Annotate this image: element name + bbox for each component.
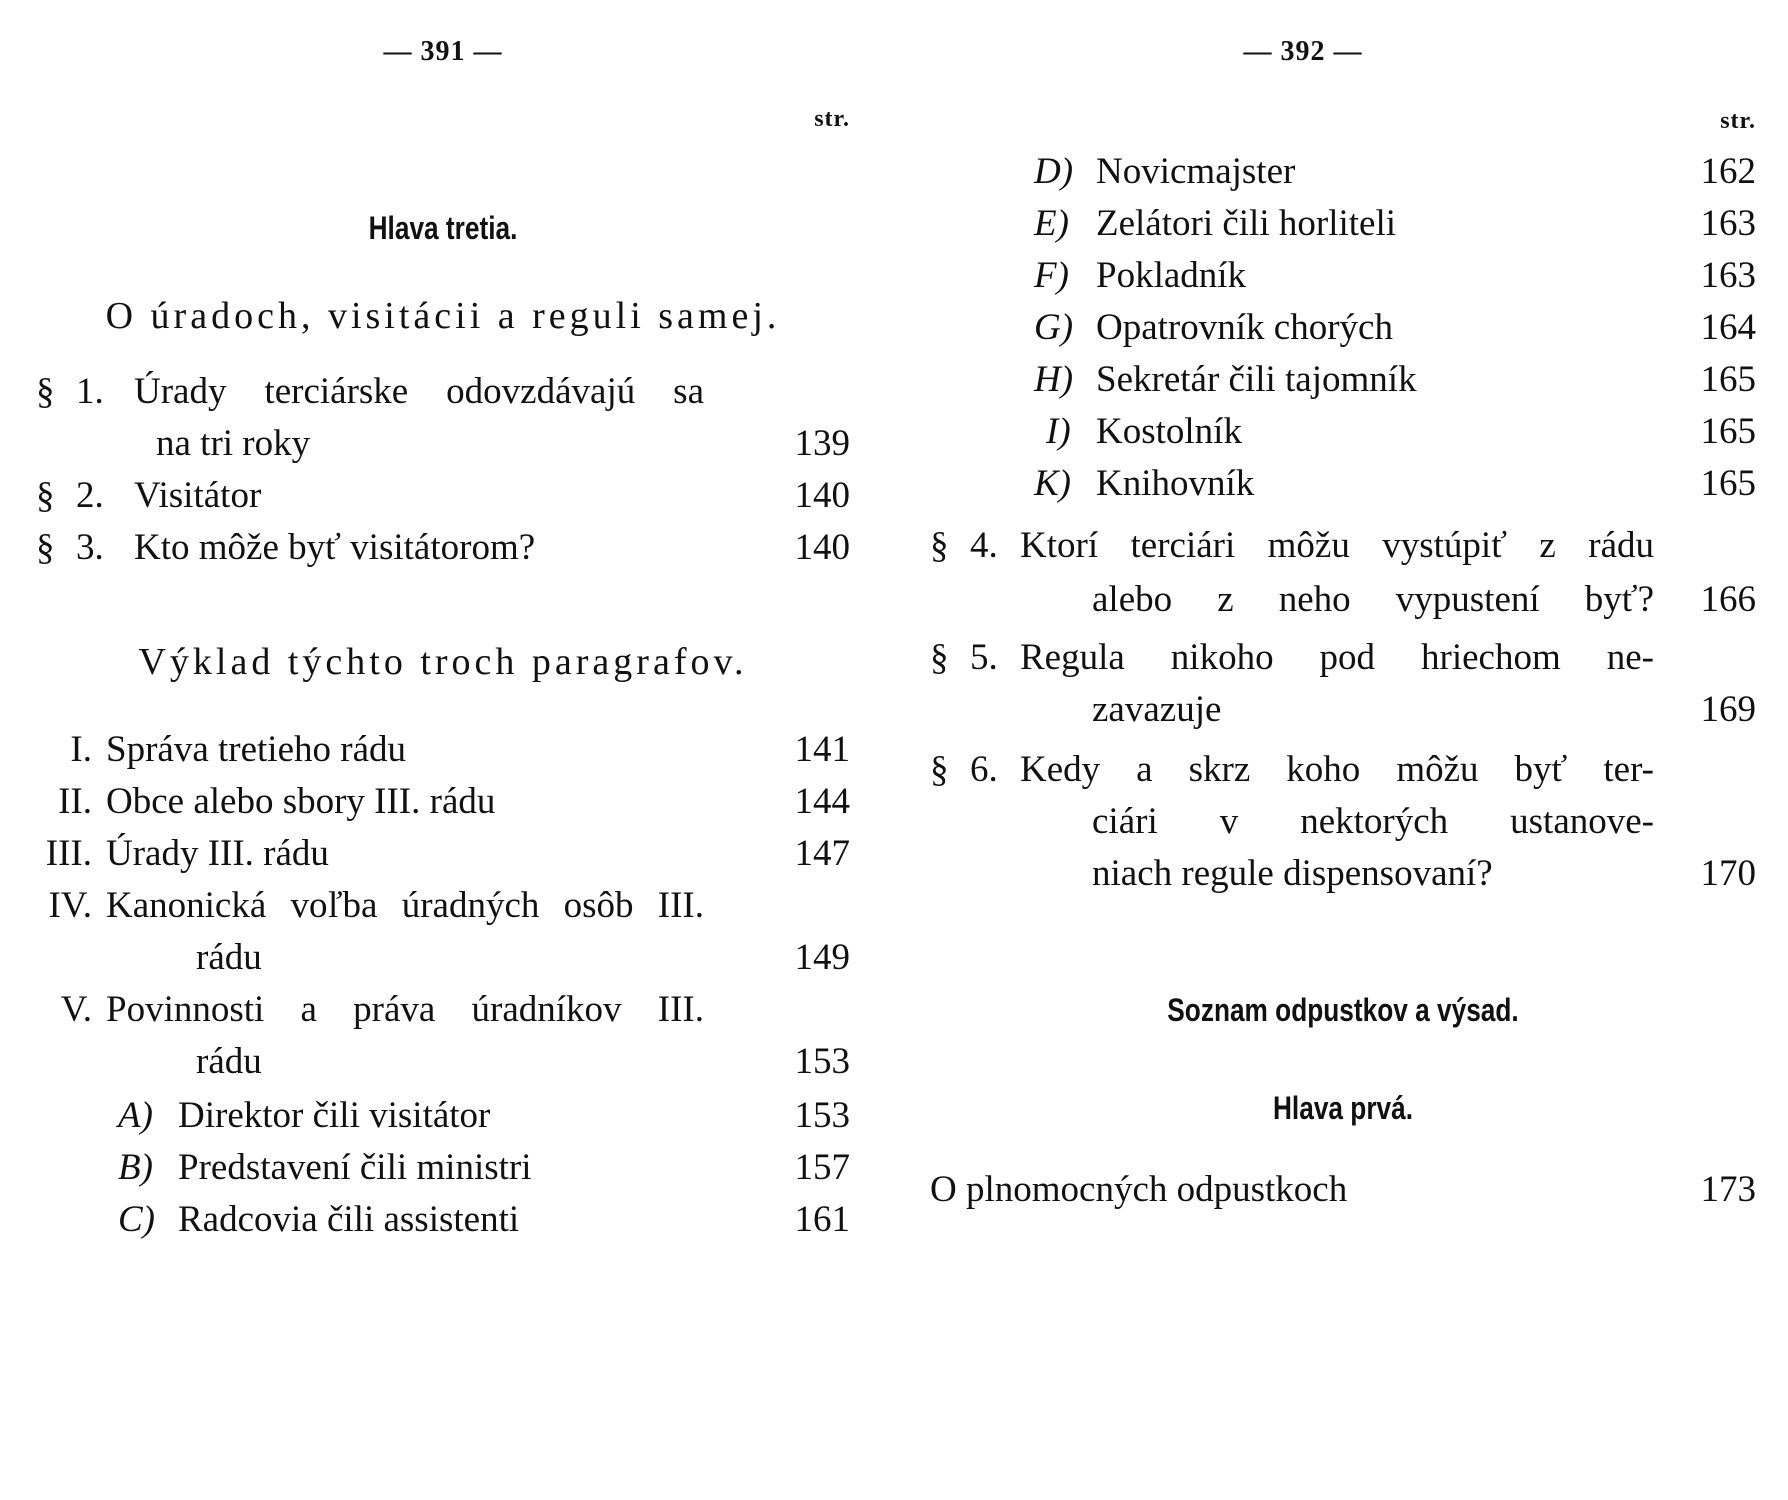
- entry-title: Novicmajster: [1096, 151, 1296, 192]
- entry-title: Radcovia čili assistenti: [178, 1199, 520, 1240]
- entry-title: Úrady terciárske odovzdávajú sa: [134, 371, 704, 412]
- toc-entry[interactable]: [930, 198, 1756, 250]
- toc-entry-continuation[interactable]: [36, 932, 850, 984]
- page-ref: 163: [1700, 255, 1756, 296]
- page-ref: 141: [794, 729, 850, 770]
- entry-title: Predstavení čili ministri: [178, 1147, 532, 1188]
- toc-entry[interactable]: [36, 1142, 850, 1194]
- entry-number: 1.: [76, 371, 104, 412]
- entry-title: Kedy a skrz koho môžu byť ter-: [1020, 749, 1654, 790]
- entry-title: O plnomocných odpustkoch: [930, 1169, 1348, 1210]
- entry-title: Kto môže byť visitátorom?: [134, 527, 536, 568]
- page-number: — 392 —: [1243, 36, 1363, 67]
- entry-title: rádu: [196, 1041, 262, 1082]
- section-sign: §: [930, 525, 949, 566]
- entry-title: zavazuje: [1092, 689, 1222, 730]
- section-sign: §: [930, 749, 949, 790]
- entry-number: 4.: [970, 525, 998, 566]
- section-heading: Výklad týchto troch paragrafov.: [138, 641, 748, 683]
- entry-title: Visitátor: [134, 475, 262, 516]
- toc-entry[interactable]: [930, 354, 1756, 406]
- entry-title: Regula nikoho pod hriechom ne-: [1020, 637, 1654, 678]
- section-heading: Soznam odpustkov a výsad.: [1167, 992, 1519, 1028]
- entry-title: na tri roky: [156, 423, 311, 464]
- page-ref: 140: [794, 475, 850, 516]
- entry-title: Ktorí terciári môžu vystúpiť z rádu: [1020, 525, 1654, 566]
- entry-title: alebo z neho vypustení byť?: [1092, 579, 1654, 620]
- toc-entry[interactable]: [36, 984, 850, 1036]
- letter-label: B): [118, 1147, 153, 1188]
- page-ref: 147: [794, 833, 850, 874]
- page-ref: 163: [1700, 203, 1756, 244]
- roman-numeral: II.: [58, 781, 92, 822]
- page-ref: 165: [1700, 411, 1756, 452]
- toc-entry[interactable]: [930, 1164, 1756, 1216]
- section-sign: §: [36, 527, 55, 568]
- toc-entry-continuation[interactable]: [36, 418, 850, 470]
- page-ref: 144: [794, 781, 850, 822]
- entry-number: 6.: [970, 749, 998, 790]
- page-ref: 161: [794, 1199, 850, 1240]
- entry-title: Úrady III. rádu: [106, 833, 329, 874]
- roman-numeral: I.: [70, 729, 92, 770]
- toc-entry-continuation[interactable]: [36, 1036, 850, 1088]
- page-ref: 173: [1700, 1169, 1756, 1210]
- toc-entry[interactable]: [930, 146, 1756, 198]
- entry-title: Opatrovník chorých: [1096, 307, 1393, 348]
- page-ref: 139: [794, 423, 850, 464]
- roman-numeral: V.: [60, 989, 92, 1030]
- page-number: — 391 —: [383, 36, 503, 67]
- section-sign: §: [36, 475, 55, 516]
- page-ref: 162: [1700, 151, 1756, 192]
- entry-title: Povinnosti a práva úradníkov III.: [106, 989, 704, 1030]
- toc-entry[interactable]: [36, 366, 850, 418]
- letter-label: E): [1034, 203, 1069, 244]
- entry-title: ciári v nektorých ustanove-: [1092, 801, 1654, 842]
- toc-entry[interactable]: [36, 828, 850, 880]
- toc-entry[interactable]: [36, 522, 850, 574]
- toc-entry[interactable]: [930, 632, 1756, 684]
- page-ref: 153: [794, 1041, 850, 1082]
- page-ref: 149: [794, 937, 850, 978]
- page-ref: 166: [1700, 579, 1756, 620]
- section-sign: §: [36, 371, 55, 412]
- roman-numeral: IV.: [48, 885, 92, 926]
- letter-label: I): [1046, 411, 1071, 452]
- entry-title: niach regule dispensovaní?: [1092, 853, 1493, 894]
- roman-numeral: III.: [45, 833, 92, 874]
- entry-title: Kostolník: [1096, 411, 1242, 452]
- toc-entry[interactable]: [36, 1090, 850, 1142]
- toc-entry[interactable]: [36, 470, 850, 522]
- section-sign: §: [930, 637, 949, 678]
- page-ref: 169: [1700, 689, 1756, 730]
- str-label: str.: [1720, 108, 1756, 134]
- entry-title: Obce alebo sbory III. rádu: [106, 781, 496, 822]
- entry-title: Knihovník: [1096, 463, 1255, 504]
- right-page: [930, 0, 1756, 1500]
- str-label: str.: [814, 106, 850, 132]
- toc-entry[interactable]: [930, 406, 1756, 458]
- entry-number: 2.: [76, 475, 104, 516]
- toc-entry-continuation[interactable]: [930, 848, 1756, 900]
- page-ref: 164: [1700, 307, 1756, 348]
- entry-number: 5.: [970, 637, 998, 678]
- letter-label: K): [1034, 463, 1071, 504]
- letter-label: C): [118, 1199, 155, 1240]
- letter-label: G): [1034, 307, 1074, 348]
- toc-entry[interactable]: [36, 1194, 850, 1246]
- entry-number: 3.: [76, 527, 104, 568]
- entry-title: rádu: [196, 937, 262, 978]
- page-ref: 157: [794, 1147, 850, 1188]
- entry-title: Zelátori čili horliteli: [1096, 203, 1397, 244]
- toc-entry-continuation[interactable]: [930, 574, 1756, 626]
- toc-entry[interactable]: [930, 250, 1756, 302]
- page-ref: 140: [794, 527, 850, 568]
- letter-label: D): [1034, 151, 1074, 192]
- left-page: [36, 0, 850, 1500]
- toc-entry[interactable]: [930, 520, 1756, 572]
- entry-title: Sekretár čili tajomník: [1096, 359, 1417, 400]
- toc-entry[interactable]: [930, 302, 1756, 354]
- entry-title: Pokladník: [1096, 255, 1247, 296]
- letter-label: H): [1034, 359, 1074, 400]
- page-ref: 165: [1700, 463, 1756, 504]
- chapter-heading: Hlava prvá.: [1272, 1090, 1414, 1126]
- letter-label: F): [1034, 255, 1069, 296]
- toc-entry[interactable]: [36, 776, 850, 828]
- toc-entry[interactable]: [930, 458, 1756, 510]
- entry-title: Direktor čili visitátor: [178, 1095, 491, 1136]
- entry-title: Kanonická voľba úradných osôb III.: [106, 885, 704, 926]
- entry-title: Správa tretieho rádu: [106, 729, 406, 770]
- toc-entry[interactable]: [36, 880, 850, 932]
- chapter-heading: Hlava tretia.: [368, 210, 518, 246]
- toc-entry[interactable]: [930, 744, 1756, 796]
- toc-entry[interactable]: [36, 724, 850, 776]
- toc-entry-continuation[interactable]: [930, 684, 1756, 736]
- toc-entry-continuation[interactable]: [930, 796, 1756, 848]
- chapter-subtitle: O úradoch, visitácii a reguli samej.: [105, 295, 781, 337]
- page-ref: 165: [1700, 359, 1756, 400]
- page-ref: 170: [1700, 853, 1756, 894]
- page-ref: 153: [794, 1095, 850, 1136]
- letter-label: A): [118, 1095, 153, 1136]
